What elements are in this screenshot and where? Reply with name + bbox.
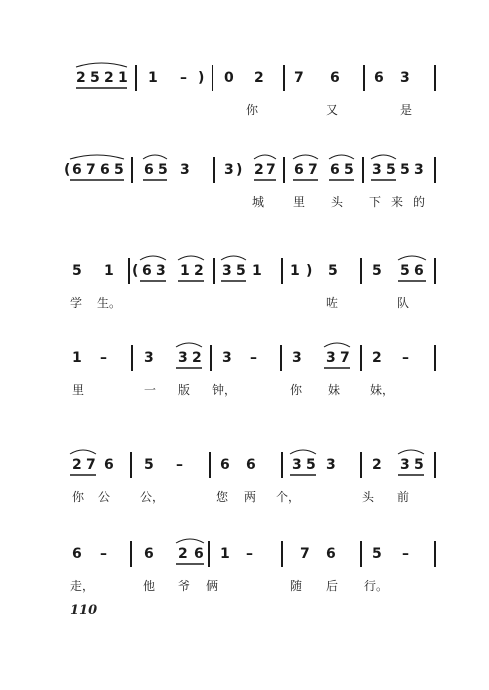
note-token: 7 xyxy=(300,546,310,562)
note-token: 6 xyxy=(414,263,424,279)
lyric-row xyxy=(0,577,489,599)
note-token: 5 xyxy=(328,263,338,279)
slur-arc xyxy=(176,539,204,543)
score-line-1 xyxy=(0,65,489,135)
lyric-syllable: 来 xyxy=(391,195,404,209)
lyric-syllable: 生。 xyxy=(97,296,122,310)
slur-arc xyxy=(70,450,96,454)
lyric-syllable: 妹， xyxy=(370,383,395,397)
note-token: 5 xyxy=(400,263,410,279)
note-token: 6 xyxy=(72,162,82,178)
note-token: 6 xyxy=(104,457,114,473)
slur-arc xyxy=(140,256,166,260)
note-token: 6 xyxy=(326,546,336,562)
note-token: 6 xyxy=(330,70,340,86)
note-token: 1 xyxy=(72,350,82,366)
beam-marks xyxy=(0,345,489,415)
note-token: 6 xyxy=(142,263,152,279)
note-token: 5 xyxy=(372,546,382,562)
lyric-syllable: 队 xyxy=(397,296,410,310)
lyric-syllable: 他 xyxy=(143,579,156,593)
lyric-syllable: 学 xyxy=(70,296,83,310)
slur-arc xyxy=(398,256,426,260)
note-token: 6 xyxy=(100,162,110,178)
lyric-syllable: 下 xyxy=(369,195,382,209)
note-token: 5 xyxy=(72,263,82,279)
lyric-syllable: 咗 xyxy=(326,296,339,310)
note-token: 5 xyxy=(114,162,124,178)
note-token: 7 xyxy=(86,162,96,178)
note-token: 2 xyxy=(372,350,382,366)
slur-arc xyxy=(371,155,396,159)
lyric-row xyxy=(0,488,489,510)
note-token: 1 xyxy=(148,70,158,86)
note-token: 5 xyxy=(386,162,396,178)
slur-arc xyxy=(76,63,127,67)
slur-arc xyxy=(176,343,202,347)
note-token: 6 xyxy=(194,546,204,562)
note-token: 3 xyxy=(400,457,410,473)
note-token: 5 xyxy=(144,457,154,473)
score-line-3 xyxy=(0,258,489,328)
note-token: 5 xyxy=(372,263,382,279)
lyric-row xyxy=(0,101,489,123)
note-token: 2 xyxy=(178,546,188,562)
note-token: 3 xyxy=(180,162,190,178)
note-token: – xyxy=(180,70,187,86)
score-line-2 xyxy=(0,157,489,227)
lyric-row xyxy=(0,193,489,215)
lyric-syllable: 随 xyxy=(290,579,303,593)
note-token: 2 xyxy=(76,70,86,86)
note-token: 5 xyxy=(158,162,168,178)
slur-arc xyxy=(221,256,246,260)
note-token: 0 xyxy=(224,70,234,86)
note-token: 2 xyxy=(72,457,82,473)
lyric-syllable: 版 xyxy=(178,383,191,397)
note-token: 1 xyxy=(104,263,114,279)
note-token: 2 xyxy=(104,70,114,86)
note-token: 2 xyxy=(192,350,202,366)
score-line-6 xyxy=(0,541,489,611)
note-token: – xyxy=(176,457,183,473)
note-token: 1 xyxy=(118,70,128,86)
note-token: 5 xyxy=(236,263,246,279)
note-token: – xyxy=(246,546,253,562)
slur-arc xyxy=(143,155,167,159)
note-token: 7 xyxy=(308,162,318,178)
page-number: 110 xyxy=(70,603,98,618)
lyric-syllable: 又 xyxy=(326,103,339,117)
lyric-syllable: 俩 xyxy=(206,579,219,593)
note-token: ( xyxy=(64,162,71,178)
note-token: 3 xyxy=(156,263,166,279)
lyric-syllable: 的 xyxy=(413,195,426,209)
note-token: – xyxy=(100,350,107,366)
lyric-syllable: 头 xyxy=(331,195,344,209)
note-token: 3 xyxy=(178,350,188,366)
note-token: 6 xyxy=(246,457,256,473)
slur-arc xyxy=(178,256,204,260)
note-token: – xyxy=(402,350,409,366)
lyric-syllable: 爷 xyxy=(178,579,191,593)
lyric-syllable: 后 xyxy=(326,579,339,593)
note-token: 1 xyxy=(180,263,190,279)
note-token: 3 xyxy=(224,162,234,178)
lyric-syllable: 一 xyxy=(144,383,157,397)
note-token: 3 xyxy=(372,162,382,178)
lyric-syllable: 妹 xyxy=(328,383,341,397)
beam-marks xyxy=(0,157,489,227)
lyric-syllable: 头 xyxy=(362,490,375,504)
lyric-row xyxy=(0,381,489,403)
note-token: 7 xyxy=(86,457,96,473)
note-token: 3 xyxy=(222,263,232,279)
note-token: 6 xyxy=(144,162,154,178)
note-token: – xyxy=(250,350,257,366)
lyric-row xyxy=(0,294,489,316)
note-token: 3 xyxy=(292,457,302,473)
note-token: 6 xyxy=(294,162,304,178)
note-token: 7 xyxy=(266,162,276,178)
lyric-syllable: 是 xyxy=(400,103,413,117)
note-token: 3 xyxy=(222,350,232,366)
slur-arc xyxy=(70,155,124,159)
note-token: 6 xyxy=(374,70,384,86)
note-token: ( xyxy=(132,263,139,279)
note-token: 6 xyxy=(72,546,82,562)
beam-marks xyxy=(0,65,489,135)
lyric-syllable: 你 xyxy=(72,490,85,504)
lyric-syllable: 里 xyxy=(72,383,85,397)
beam-marks xyxy=(0,541,489,611)
note-token: 3 xyxy=(292,350,302,366)
lyric-syllable: 走， xyxy=(70,579,95,593)
note-token: 5 xyxy=(90,70,100,86)
note-token: – xyxy=(100,546,107,562)
lyric-syllable: 你 xyxy=(246,103,259,117)
note-token: 5 xyxy=(400,162,410,178)
score-line-4 xyxy=(0,345,489,415)
lyric-syllable: 里 xyxy=(293,195,306,209)
lyric-syllable: 城 xyxy=(252,195,265,209)
slur-arc xyxy=(293,155,318,159)
score-line-5 xyxy=(0,452,489,522)
note-token: ) xyxy=(236,162,243,178)
note-token: 3 xyxy=(400,70,410,86)
note-token: 3 xyxy=(144,350,154,366)
note-token: 1 xyxy=(252,263,262,279)
lyric-syllable: 个， xyxy=(276,490,301,504)
lyric-syllable: 前 xyxy=(397,490,410,504)
slur-arc xyxy=(398,450,424,454)
lyric-syllable: 您 xyxy=(216,490,229,504)
slur-arc xyxy=(290,450,316,454)
note-token: 5 xyxy=(414,457,424,473)
note-token: 3 xyxy=(326,457,336,473)
note-token: 1 xyxy=(290,263,300,279)
note-token: 5 xyxy=(306,457,316,473)
note-token: ) xyxy=(306,263,313,279)
note-token: 2 xyxy=(254,162,264,178)
lyric-syllable: 公 xyxy=(98,490,111,504)
note-token: ) xyxy=(198,70,205,86)
note-token: 7 xyxy=(294,70,304,86)
beam-marks xyxy=(0,452,489,522)
note-token: 1 xyxy=(220,546,230,562)
note-token: 2 xyxy=(372,457,382,473)
lyric-syllable: 公， xyxy=(140,490,165,504)
slur-arc xyxy=(324,343,350,347)
note-token: 3 xyxy=(414,162,424,178)
note-token: 2 xyxy=(254,70,264,86)
beam-marks xyxy=(0,258,489,328)
lyric-syllable: 行。 xyxy=(364,579,389,593)
note-token: 7 xyxy=(340,350,350,366)
note-token: 6 xyxy=(144,546,154,562)
note-token: 6 xyxy=(220,457,230,473)
slur-arc xyxy=(254,155,276,159)
note-token: 3 xyxy=(326,350,336,366)
lyric-syllable: 两 xyxy=(244,490,257,504)
note-token: 5 xyxy=(344,162,354,178)
lyric-syllable: 你 xyxy=(290,383,303,397)
lyric-syllable: 钟， xyxy=(212,383,237,397)
note-token: 6 xyxy=(330,162,340,178)
note-token: 2 xyxy=(194,263,204,279)
note-token: – xyxy=(402,546,409,562)
slur-arc xyxy=(329,155,354,159)
